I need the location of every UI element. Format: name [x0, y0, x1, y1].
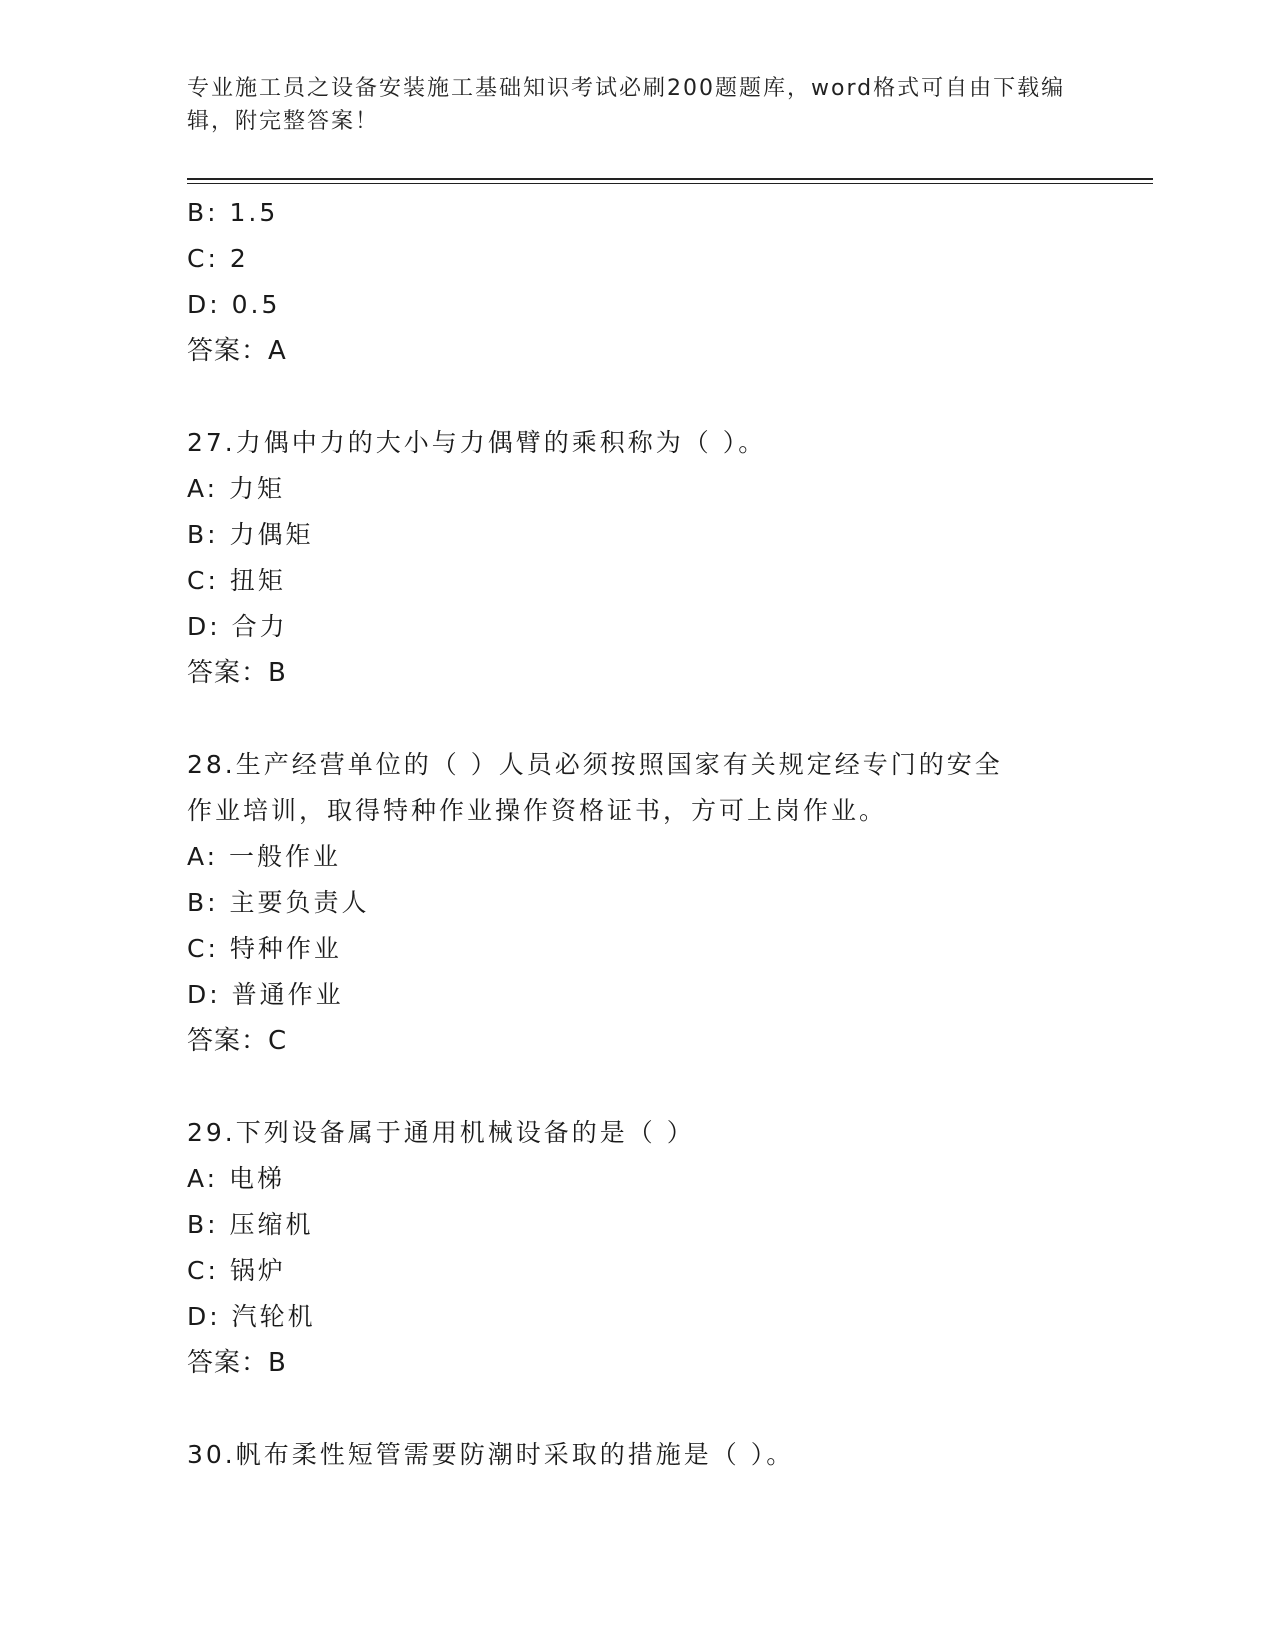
- answer: 答案：C: [187, 1026, 288, 1056]
- option-a: A: 电梯: [187, 1164, 286, 1193]
- question-list: [187, 190, 1147, 1478]
- question-stem: 27.力偶中力的大小与力偶臂的乘积称为（ ）。: [187, 428, 767, 457]
- option-d: D: 合力: [187, 612, 288, 641]
- option-b: B: 压缩机: [187, 1210, 314, 1239]
- option-d: D: 0.5: [187, 290, 281, 319]
- question-stem: 30.帆布柔性短管需要防潮时采取的措施是（ ）。: [187, 1440, 795, 1469]
- document-header: 专业施工员之设备安装施工基础知识考试必刷200题题库，word格式可自由下载编辑，附完整答案！: [187, 76, 1066, 134]
- question-stem: 28.生产经营单位的（ ）人员必须按照国家有关规定经专门的安全作业培训，取得特种作业操作资格证书，方可上岗作业。: [187, 750, 1003, 825]
- option-b: B: 力偶矩: [187, 520, 314, 549]
- question-29: [187, 1110, 1147, 1386]
- option-a: A: 一般作业: [187, 842, 342, 871]
- option-c: C: 特种作业: [187, 934, 342, 963]
- option-b: B: 主要负责人: [187, 888, 370, 917]
- question-30: [187, 1432, 1147, 1478]
- answer: 答案：B: [187, 658, 287, 688]
- answer: 答案：A: [187, 336, 287, 366]
- header-rule-thick: [187, 178, 1153, 180]
- option-c: C: 2: [187, 244, 249, 273]
- question-stem: 29.下列设备属于通用机械设备的是（ ）: [187, 1118, 695, 1147]
- option-d: D: 汽轮机: [187, 1302, 316, 1331]
- question-28: [187, 742, 1147, 1064]
- option-a: A: 力矩: [187, 474, 286, 503]
- answer: 答案：B: [187, 1348, 287, 1378]
- header-rule-thin: [187, 183, 1153, 184]
- option-c: C: 锅炉: [187, 1256, 286, 1285]
- question-26-tail: [187, 190, 1147, 374]
- option-b: B: 1.5: [187, 198, 279, 227]
- option-d: D: 普通作业: [187, 980, 344, 1009]
- option-c: C: 扭矩: [187, 566, 286, 595]
- question-27: [187, 420, 1147, 696]
